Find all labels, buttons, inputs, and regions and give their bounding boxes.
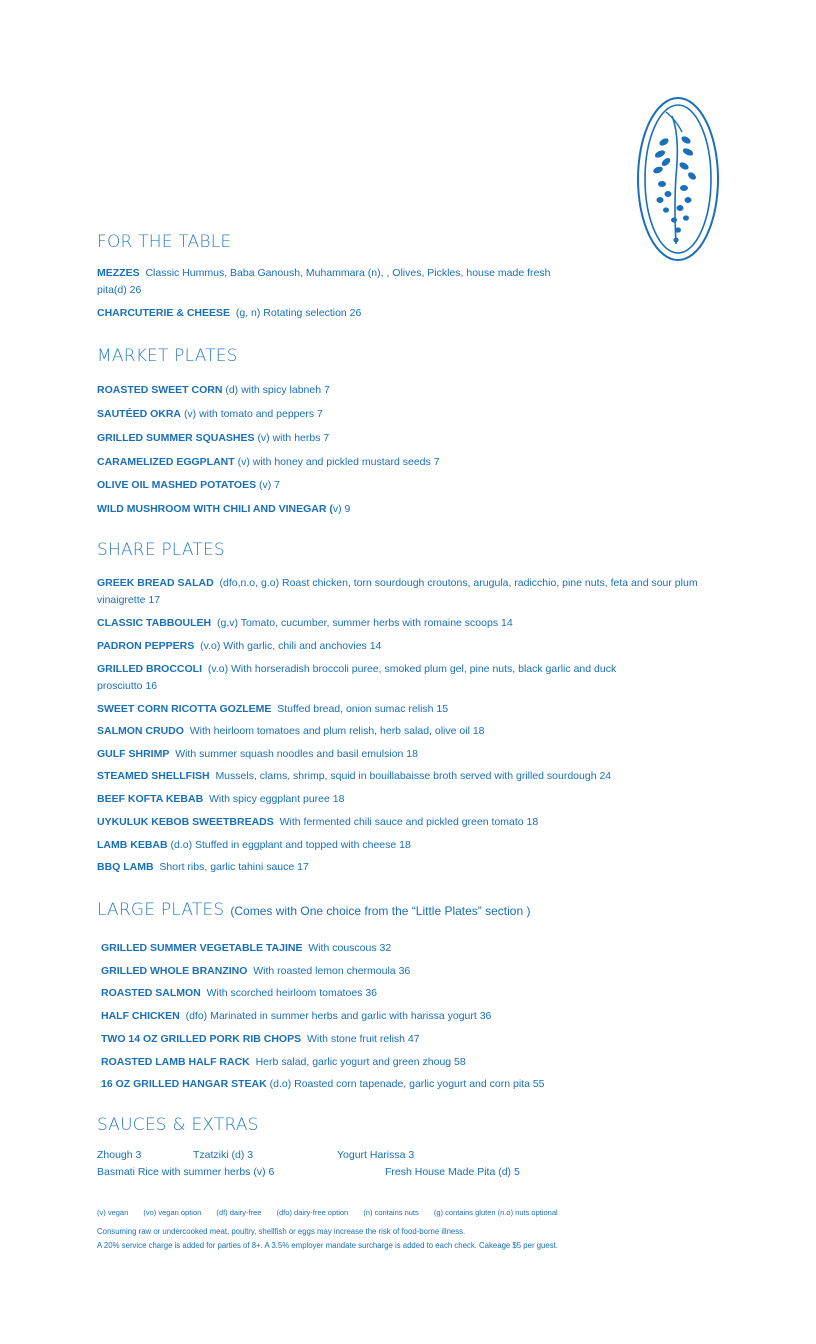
section-title-sauces-extras: SAUCES & EXTRAS	[97, 1115, 259, 1135]
item-desc: Stuffed bread, onion sumac relish 15	[277, 703, 449, 715]
item-name: SWEET CORN RICOTTA GOZLEME	[97, 703, 272, 715]
item-desc-cont: sour plum vinaigrette 17	[97, 577, 698, 606]
item-name: GRILLED SUMMER SQUASHES	[97, 432, 255, 444]
menu-item	[101, 940, 741, 957]
item-desc: (g, n) Rotating selection 26	[235, 307, 362, 319]
item-desc: With summer squash noodles and basil emulsion 18	[175, 748, 418, 760]
menu-item	[97, 615, 737, 632]
item-desc: (v) 7	[259, 479, 280, 491]
item-desc: (dfo) Marinated in summer herbs and garlic with harissa yogurt 36	[185, 1010, 492, 1022]
restaurant-logo	[636, 96, 720, 262]
item-desc-cont: and duck prosciutto 16	[97, 663, 617, 692]
menu-item	[97, 837, 737, 854]
item-desc: Herb salad, garlic yogurt and green zhoug 58	[255, 1056, 466, 1068]
item-name: HALF CHICKEN	[101, 1010, 180, 1022]
legend-item: (df) dairy-free	[216, 1208, 262, 1217]
section-title-large-plates	[97, 900, 531, 920]
item-name: BBQ LAMB	[97, 861, 154, 873]
item-name: ROASTED LAMB HALF RACK	[101, 1056, 250, 1068]
dietary-legend	[97, 1208, 571, 1217]
item-name: GREEK BREAD SALAD	[97, 577, 214, 589]
menu-item	[101, 985, 741, 1002]
item-name: GRILLED BROCCOLI	[97, 663, 202, 675]
menu-item	[101, 1031, 741, 1048]
menu-item	[97, 477, 737, 494]
item-name: ROASTED SWEET CORN	[97, 384, 223, 396]
item-name: CHARCUTERIE & CHEESE	[97, 307, 231, 319]
section-title-market-plates: MARKET PLATES	[97, 346, 238, 366]
item-desc: With stone fruit relish 47	[306, 1033, 420, 1045]
item-name: SAUTÉED OKRA	[97, 408, 182, 420]
menu-item	[97, 661, 637, 695]
item-name: GRILLED WHOLE BRANZINO	[101, 965, 248, 977]
item-name: MEZZES	[97, 267, 140, 279]
item-desc: (d.o) Stuffed in eggplant and topped with cheese 18	[170, 839, 411, 851]
item-desc: (g,v) Tomato, cucumber, summer herbs with romaine scoops 14	[216, 617, 513, 629]
extra-tzatziki: Tzatziki (d) 3	[193, 1149, 254, 1161]
large-plates-title: LARGE PLATES	[97, 900, 225, 920]
menu-item	[101, 1008, 741, 1025]
item-desc: Classic Hummus, Baba Ganoush, Muhammara (n), , Olives, Pickles, house made	[145, 267, 525, 279]
menu-item	[101, 1076, 741, 1093]
menu-item	[101, 963, 741, 980]
item-name: LAMB KEBAB	[97, 839, 168, 851]
item-name: TWO 14 OZ GRILLED PORK RIB CHOPS	[101, 1033, 302, 1045]
item-desc: (d.o) Roasted corn tapenade, garlic yogurt and corn pita 55	[269, 1078, 545, 1090]
disclaimer-raw-food: Consuming raw or undercooked meat, poultry, shellfish or eggs may increase the risk of food-borne illness.	[97, 1227, 466, 1236]
item-desc: With spicy eggplant puree 18	[209, 793, 345, 805]
item-desc: (v) with herbs 7	[257, 432, 330, 444]
item-desc: (d) with spicy labneh 7	[225, 384, 330, 396]
item-desc-cont: fresh pita(d) 26	[97, 267, 551, 296]
item-desc: With fermented chili sauce and pickled green tomato 18	[279, 816, 539, 828]
legend-item: (v) vegan	[97, 1208, 129, 1217]
menu-item	[97, 701, 737, 718]
item-desc: (dfo,n.o, g.o) Roast chicken, torn sourdough croutons, arugula, radicchio, pine nuts, feta and	[219, 577, 649, 589]
menu-item	[97, 382, 737, 399]
extra-basmati: Basmati Rice with summer herbs (v) 6	[97, 1166, 275, 1178]
menu-item	[97, 859, 737, 876]
disclaimer-service-charge: A 20% service charge is added for parties of 8+. A 3.5% employer mandate surcharge is added to each check. Cakeage $5 per guest.	[97, 1241, 558, 1250]
item-desc: Mussels, clams, shrimp, squid in bouillabaisse broth served with grilled sourdough 24	[215, 770, 612, 782]
item-name: WILD MUSHROOM WITH CHILI AND VINEGAR (	[97, 503, 333, 515]
menu-item	[97, 723, 737, 740]
menu-item	[101, 1054, 741, 1071]
item-desc: (v) with tomato and peppers 7	[183, 408, 323, 420]
item-desc: Short ribs, garlic tahini sauce 17	[159, 861, 309, 873]
menu-item	[97, 575, 717, 609]
item-name: SALMON CRUDO	[97, 725, 184, 737]
extra-pita: Fresh House Made Pita (d) 5	[385, 1166, 520, 1178]
menu-item	[97, 305, 737, 322]
menu-item	[97, 265, 567, 299]
item-name: OLIVE OIL MASHED POTATOES	[97, 479, 257, 491]
item-name: STEAMED SHELLFISH	[97, 770, 210, 782]
item-desc: With heirloom tomatoes and plum relish, herb salad, olive oil 18	[189, 725, 485, 737]
menu-item	[97, 430, 737, 447]
legend-item: (vo) vegan option	[143, 1208, 202, 1217]
item-desc: With roasted lemon chermoula 36	[253, 965, 411, 977]
item-desc: v) 9	[332, 503, 351, 515]
item-desc: (v) with honey and pickled mustard seeds 7	[237, 456, 440, 468]
item-desc: (v.o) With horseradish broccoli puree, smoked plum gel, pine nuts, black garlic	[207, 663, 571, 675]
section-title-share-plates: SHARE PLATES	[97, 540, 225, 560]
item-desc: With scorched heirloom tomatoes 36	[206, 987, 378, 999]
item-name: BEEF KOFTA KEBAB	[97, 793, 204, 805]
item-name: UYKULUK KEBOB SWEETBREADS	[97, 816, 274, 828]
menu-item	[97, 746, 737, 763]
menu-item	[97, 501, 737, 518]
item-name: CLASSIC TABBOULEH	[97, 617, 212, 629]
menu-item	[97, 791, 737, 808]
item-name: GRILLED SUMMER VEGETABLE TAJINE	[101, 942, 303, 954]
menu-item	[97, 638, 737, 655]
menu-item	[97, 454, 737, 471]
legend-item: (g) contains gluten (n.o) nuts optional	[433, 1208, 558, 1217]
item-name: 16 OZ GRILLED HANGAR STEAK	[101, 1078, 267, 1090]
menu-item	[97, 814, 737, 831]
menu-item	[97, 768, 737, 785]
item-name: CARAMELIZED EGGPLANT	[97, 456, 235, 468]
extra-zhough: Zhough 3	[97, 1149, 142, 1161]
large-plates-note: (Comes with One choice from the “Little Plates” section )	[230, 904, 531, 918]
legend-item: (n) contains nuts	[363, 1208, 419, 1217]
section-title-for-the-table: FOR THE TABLE	[97, 232, 232, 252]
item-name: PADRON PEPPERS	[97, 640, 195, 652]
item-desc: (v.o) With garlic, chili and anchovies 14	[200, 640, 382, 652]
menu-item	[97, 406, 737, 423]
item-name: ROASTED SALMON	[101, 987, 201, 999]
extra-yogurt-harissa: Yogurt Harissa 3	[337, 1149, 415, 1161]
legend-item: (dfo) dairy-free option	[276, 1208, 349, 1217]
item-name: GULF SHRIMP	[97, 748, 170, 760]
item-desc: With couscous 32	[308, 942, 392, 954]
